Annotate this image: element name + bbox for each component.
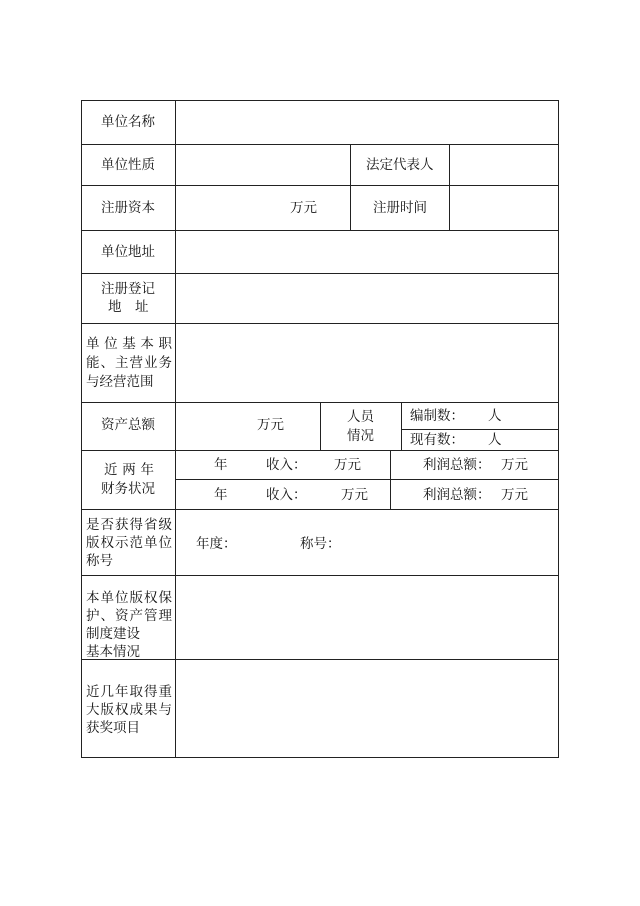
business-scope-label-line3: 与经营范围 [86,374,154,390]
finance-profit-label-1: 利润总额： [423,457,491,473]
column-divider [401,402,402,450]
reg-address-field[interactable] [176,274,558,323]
business-scope-label-line2: 能、主营业务 [86,355,172,371]
total-assets-unit: 万元 [257,417,284,433]
finance-income-unit-2: 万元 [341,487,368,503]
award-field[interactable] [176,510,558,575]
staffing-quota-label: 编制数： [410,408,464,424]
protection-field[interactable] [176,576,558,659]
results-label-line2: 大版权成果与 [86,702,172,718]
staff-label-line2: 情况 [347,428,374,444]
unit-nature-label: 单位性质 [101,157,155,173]
column-divider [320,402,321,450]
reg-capital-label: 注册资本 [101,200,155,216]
finance-subrow-divider [175,479,559,480]
results-field[interactable] [176,660,558,757]
reg-address-label-line1: 注册登记 [101,281,155,297]
row-divider [81,450,559,451]
total-assets-field[interactable] [176,403,320,450]
staff-subrow-divider [401,429,559,430]
protection-label-line1: 本单位版权保 [86,590,172,606]
unit-nature-field[interactable] [176,145,350,185]
unit-name-field[interactable] [176,101,558,144]
business-scope-label-line1: 单位基本职 [86,336,172,352]
unit-name-label: 单位名称 [101,114,155,130]
award-label-line1: 是否获得省级 [86,517,172,533]
finance-profit-label-2: 利润总额： [423,487,491,503]
results-label-line3: 获奖项目 [86,720,140,736]
results-label-line1: 近几年取得重 [86,684,172,700]
award-title-label: 称号： [300,536,341,552]
reg-time-field[interactable] [450,186,558,230]
reg-time-label: 注册时间 [373,200,427,216]
finance-profit-unit-1: 万元 [501,457,528,473]
finance-income-label-1: 收入： [266,457,307,473]
business-scope-field[interactable] [176,324,558,402]
reg-capital-unit: 万元 [290,200,317,216]
unit-address-field[interactable] [176,231,558,273]
total-assets-label: 资产总额 [101,417,155,433]
unit-address-label: 单位地址 [101,244,155,260]
current-staff-label: 现有数： [410,432,464,448]
column-divider [350,144,351,230]
finance-year-2: 年 [214,487,228,503]
legal-rep-label: 法定代表人 [366,157,434,173]
finance-profit-unit-2: 万元 [501,487,528,503]
table-border-right [558,100,559,758]
finance-label-line2: 财务状况 [101,481,155,497]
protection-label-line4: 基本情况 [86,644,140,660]
award-label-line3: 称号 [86,553,113,569]
finance-label-line1: 近两年 [104,462,154,478]
finance-income-unit-1: 万元 [334,457,361,473]
finance-income-label-2: 收入： [266,487,307,503]
protection-label-line3: 制度建设 [86,626,140,642]
reg-address-label-line2: 地 址 [108,299,149,315]
table-border-left [81,100,82,758]
current-staff-unit: 人 [488,432,502,448]
reg-capital-field[interactable] [176,186,350,230]
staff-label-line1: 人员 [347,409,374,425]
finance-year-1: 年 [214,457,228,473]
legal-rep-field[interactable] [450,145,558,185]
award-year-label: 年度： [196,536,237,552]
award-label-line2: 版权示范单位 [86,535,172,551]
table-border-bottom [81,757,559,758]
staffing-quota-unit: 人 [488,408,502,424]
column-divider [390,450,391,509]
protection-label-line2: 护、资产管理 [86,608,172,624]
